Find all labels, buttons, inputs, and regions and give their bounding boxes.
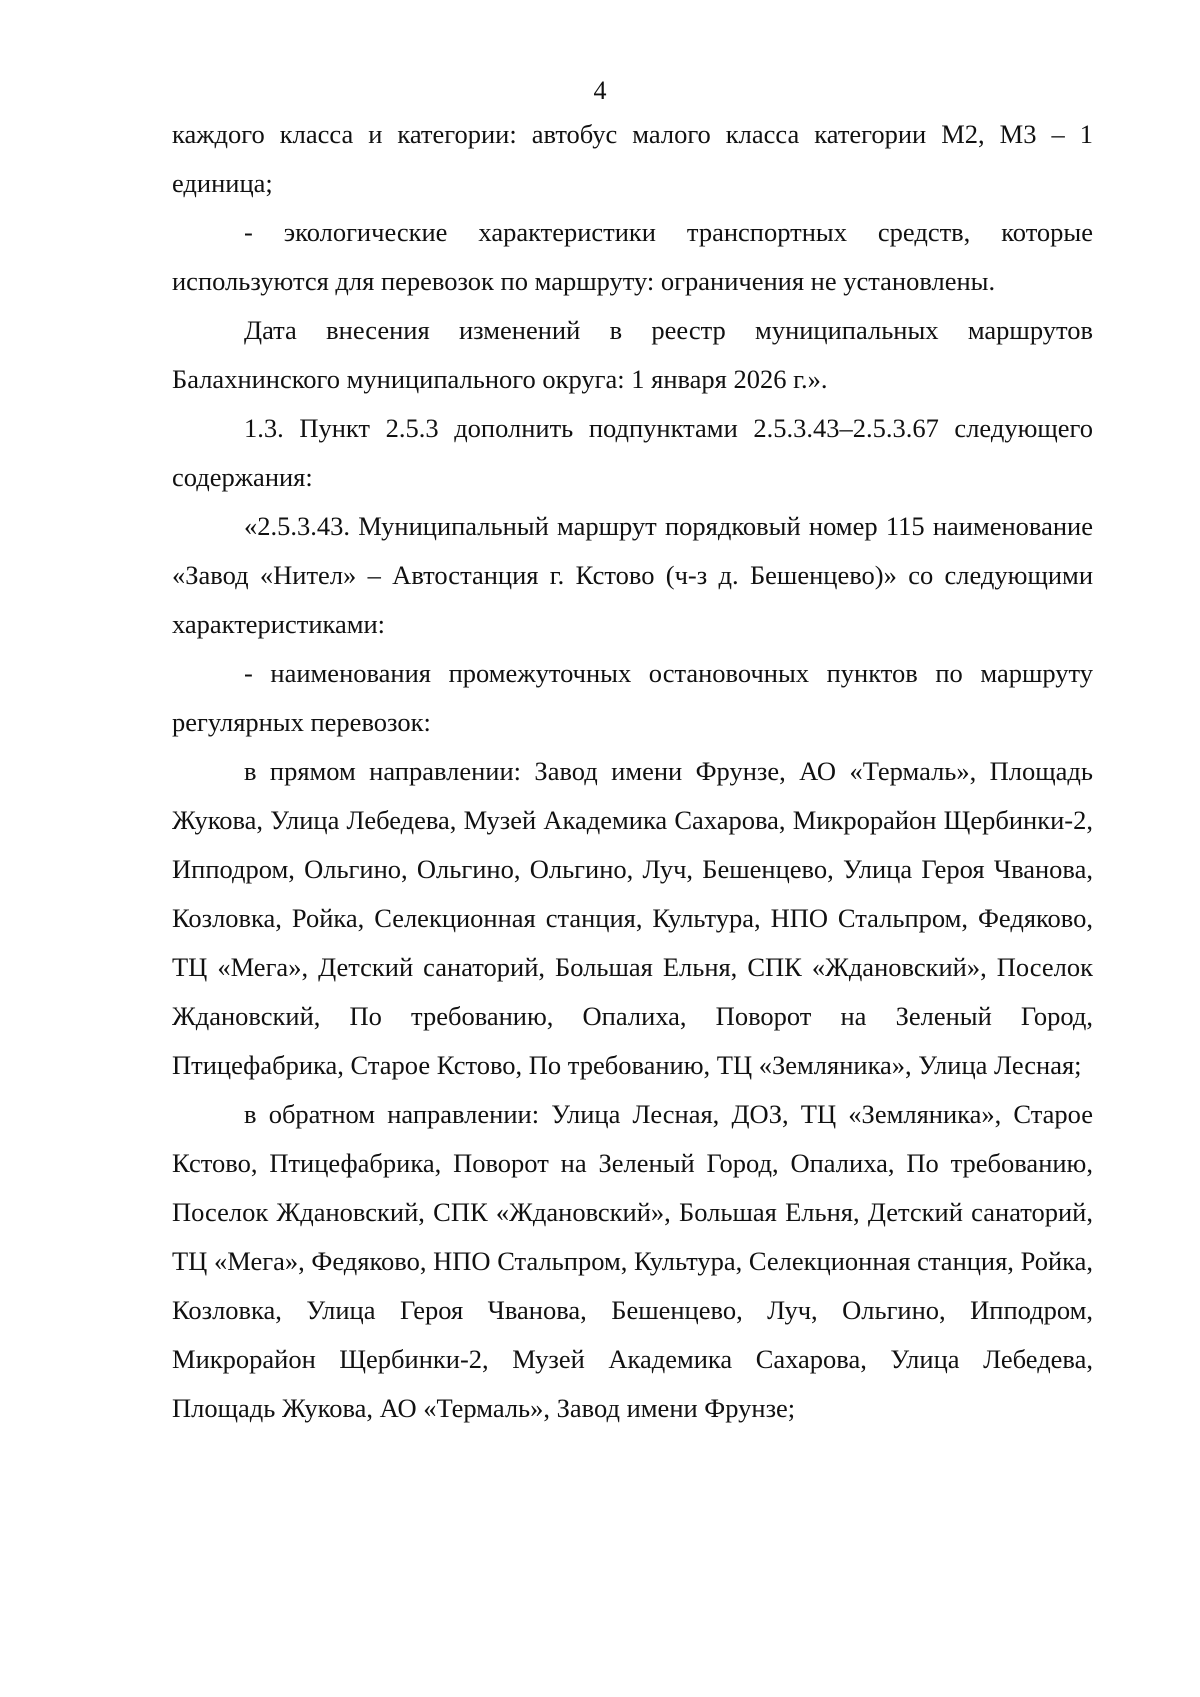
paragraph-route-115: «2.5.3.43. Муниципальный маршрут порядковый номер 115 наименование «Завод «Нител» – Автостанция г. Кстово (ч-з д. Бешенцево)» со следующими характеристиками: [172, 511, 1093, 639]
paragraph-bus-class: каждого класса и категории: автобус малого класса категории М2, М3 – 1 единица; [172, 119, 1093, 198]
document-body [172, 110, 1093, 1433]
paragraph-intermediate-stops: - наименования промежуточных остановочных пунктов по маршруту регулярных перевозок: [172, 658, 1093, 737]
paragraph-reverse-direction: в обратном направлении: Улица Лесная, ДОЗ, ТЦ «Земляника», Старое Кстово, Птицефабрика, Поворот на Зеленый Город, Опалиха, По требованию, Поселок Ждановский, СПК «Ждановский», Большая Ельня, Детский санаторий, ТЦ «Мега», Федяково, НПО Стальпром, Культура, Селекционная станция, Ройка, Козловка, Улица Героя Чванова, Бешенцево, Луч, Ольгино, Ипподром, Микрорайон Щербинки-2, Музей Академика Сахарова, Улица Лебедева, Площадь Жукова, АО «Термаль», Завод имени Фрунзе; [172, 1099, 1093, 1423]
paragraph-registry-date: Дата внесения изменений в реестр муниципальных маршрутов Балахнинского муниципального округа: 1 января 2026 г.». [172, 315, 1093, 394]
page-number: 4 [593, 76, 607, 105]
paragraph-amendment-1-3: 1.3. Пункт 2.5.3 дополнить подпунктами 2.5.3.43–2.5.3.67 следующего содержания: [172, 413, 1093, 492]
paragraph-ecological-characteristics: - экологические характеристики транспортных средств, которые используются для перевозок по маршруту: ограничения не установлены. [172, 217, 1093, 296]
paragraph-forward-direction: в прямом направлении: Завод имени Фрунзе, АО «Термаль», Площадь Жукова, Улица Лебедева, Музей Академика Сахарова, Микрорайон Щербинки-2, Ипподром, Ольгино, Ольгино, Ольгино, Луч, Бешенцево, Улица Героя Чванова, Козловка, Ройка, Селекционная станция, Культура, НПО Стальпром, Федяково, ТЦ «Мега», Детский санаторий, Большая Ельня, СПК «Ждановский», Поселок Ждановский, По требованию, Опалиха, Поворот на Зеленый Город, Птицефабрика, Старое Кстово, По требованию, ТЦ «Земляника», Улица Лесная; [172, 756, 1093, 1080]
